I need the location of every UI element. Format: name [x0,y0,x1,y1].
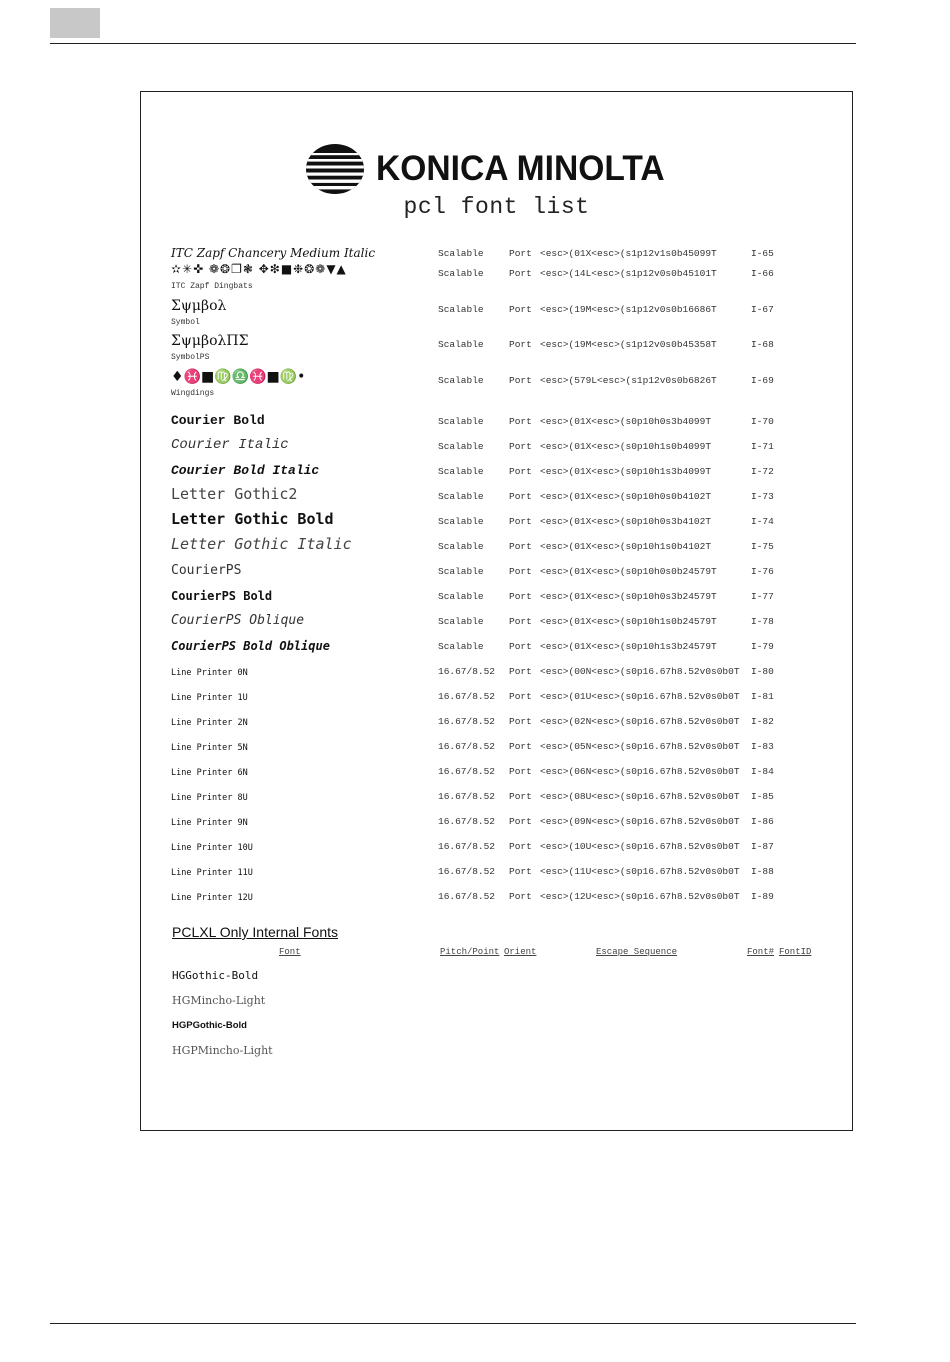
font-pitch: 16.67/8.52 [438,766,496,777]
font-caption: Symbol [171,318,200,327]
font-orient: Port [509,791,532,802]
pclxl-font-item: HGMincho-Light [172,994,266,1007]
pclxl-font-item: HGPMincho-Light [172,1044,273,1057]
font-escape-sequence: <esc>(01X<esc>(s0p10h1s0b4102T [540,541,712,552]
font-id: I-83 [751,741,774,752]
font-orient: Port [509,866,532,877]
font-id: I-75 [751,541,774,552]
font-orient: Port [509,268,532,279]
font-pitch: Scalable [438,591,484,602]
font-escape-sequence: <esc>(08U<esc>(s0p16.67h8.52v0s0b0T [540,791,740,802]
font-sample: Line Printer 5N [171,743,248,753]
pclxl-font-item: HGPGothic-Bold [172,1020,247,1031]
globe-icon [306,144,364,194]
pclxl-heading: PCLXL Only Internal Fonts [172,924,339,940]
font-sample: Line Printer 1U [171,693,248,703]
font-row [141,633,852,657]
font-orient: Port [509,375,532,386]
font-row [141,658,852,682]
font-pitch: 16.67/8.52 [438,841,496,852]
font-caption: SymbolPS [171,353,210,362]
font-escape-sequence: <esc>(11U<esc>(s0p16.67h8.52v0s0b0T [540,866,740,877]
font-pitch: Scalable [438,248,484,259]
font-pitch: Scalable [438,641,484,652]
font-id: I-67 [751,304,774,315]
font-caption: ITC Zapf Dingbats [171,282,253,291]
font-row [141,883,852,907]
font-escape-sequence: <esc>(01X<esc>(s0p10h0s3b4102T [540,516,712,527]
font-pitch: 16.67/8.52 [438,816,496,827]
font-orient: Port [509,666,532,677]
font-escape-sequence: <esc>(02N<esc>(s0p16.67h8.52v0s0b0T [540,716,740,727]
font-row [141,708,852,732]
font-sample: CourierPS Oblique [171,613,305,628]
font-pitch: 16.67/8.52 [438,791,496,802]
page-corner-tab [50,8,100,38]
font-sample: Line Printer 11U [171,868,253,878]
font-row [141,533,852,557]
font-orient: Port [509,691,532,702]
pclxl-font-item: HGGothic-Bold [172,969,259,982]
font-id: I-78 [751,616,774,627]
font-id: I-86 [751,816,774,827]
font-escape-sequence: <esc>(579L<esc>(s1p12v0s0b6826T [540,375,717,386]
font-sample: ITC Zapf Chancery Medium Italic [171,246,376,260]
font-row [141,458,852,482]
font-row [141,558,852,582]
font-orient: Port [509,304,532,315]
font-id: I-66 [751,268,774,279]
font-row [141,758,852,782]
font-id: I-89 [751,891,774,902]
font-id: I-68 [751,339,774,350]
font-sample: Letter Gothic Italic [171,535,352,553]
font-row [141,408,852,432]
font-id: I-77 [751,591,774,602]
font-sample: ΣψμβολΠΣ [171,333,249,349]
font-pitch: Scalable [438,268,484,279]
font-escape-sequence: <esc>(12U<esc>(s0p16.67h8.52v0s0b0T [540,891,740,902]
font-escape-sequence: <esc>(06N<esc>(s0p16.67h8.52v0s0b0T [540,766,740,777]
font-id: I-71 [751,441,774,452]
font-list-sheet [140,91,853,1131]
font-pitch: Scalable [438,375,484,386]
font-orient: Port [509,841,532,852]
font-pitch: Scalable [438,491,484,502]
font-id: I-69 [751,375,774,386]
font-sample: Line Printer 9N [171,818,248,828]
font-id: I-85 [751,791,774,802]
font-orient: Port [509,616,532,627]
font-sample: Letter Gothic Bold [171,510,334,528]
col-font: Font [279,947,301,957]
font-pitch: Scalable [438,416,484,427]
font-escape-sequence: <esc>(01X<esc>(s0p10h1s0b4099T [540,441,712,452]
font-orient: Port [509,766,532,777]
font-sample: CourierPS [171,563,242,578]
font-sample: Courier Bold Italic [171,463,320,478]
font-escape-sequence: <esc>(01X<esc>(s0p10h1s3b24579T [540,641,717,652]
font-pitch: Scalable [438,339,484,350]
font-escape-sequence: <esc>(01X<esc>(s1p12v1s0b45099T [540,248,717,259]
font-escape-sequence: <esc>(01X<esc>(s0p10h1s0b24579T [540,616,717,627]
font-id: I-84 [751,766,774,777]
font-orient: Port [509,248,532,259]
col-font-number: Font# [747,947,775,957]
font-pitch: 16.67/8.52 [438,716,496,727]
font-row [141,833,852,857]
font-escape-sequence: <esc>(01X<esc>(s0p10h1s3b4099T [540,466,712,477]
font-escape-sequence: <esc>(05N<esc>(s0p16.67h8.52v0s0b0T [540,741,740,752]
font-id: I-80 [751,666,774,677]
font-pitch: Scalable [438,516,484,527]
font-escape-sequence: <esc>(01X<esc>(s0p10h0s3b4099T [540,416,712,427]
font-pitch: 16.67/8.52 [438,666,496,677]
col-orient: Orient [504,947,537,957]
font-sample: Line Printer 8U [171,793,248,803]
font-escape-sequence: <esc>(01X<esc>(s0p10h0s0b24579T [540,566,717,577]
font-orient: Port [509,891,532,902]
font-row [141,808,852,832]
font-sample: Letter Gothic2 [171,485,298,503]
font-sample: Line Printer 2N [171,718,248,728]
document-title: pcl font list [403,194,590,220]
font-orient: Port [509,491,532,502]
font-id: I-82 [751,716,774,727]
font-orient: Port [509,716,532,727]
font-escape-sequence: <esc>(01X<esc>(s0p10h0s3b24579T [540,591,717,602]
font-row [141,298,852,327]
font-escape-sequence: <esc>(14L<esc>(s1p12v0s0b45101T [540,268,717,279]
font-orient: Port [509,339,532,350]
font-orient: Port [509,416,532,427]
font-pitch: Scalable [438,441,484,452]
col-font-id: FontID [779,947,812,957]
font-id: I-70 [751,416,774,427]
font-orient: Port [509,741,532,752]
col-escape-sequence: Escape Sequence [596,947,678,957]
font-id: I-72 [751,466,774,477]
font-sample: ♦♓■♍♎♓■♍• [171,369,306,385]
font-row [141,433,852,457]
font-id: I-76 [751,566,774,577]
font-escape-sequence: <esc>(19M<esc>(s1p12v0s0b16686T [540,304,717,315]
font-sample: ✫✳✜ ❁❂❐❃ ✥❇■❉❂❁▼▲ [171,262,347,276]
font-pitch: 16.67/8.52 [438,691,496,702]
font-row [141,262,852,291]
font-pitch: Scalable [438,466,484,477]
font-pitch: Scalable [438,616,484,627]
font-row [141,783,852,807]
font-sample: Line Printer 6N [171,768,248,778]
font-orient: Port [509,816,532,827]
font-sample: Line Printer 0N [171,668,248,678]
font-row [141,858,852,882]
font-id: I-81 [751,691,774,702]
font-escape-sequence: <esc>(01U<esc>(s0p16.67h8.52v0s0b0T [540,691,740,702]
footer-rule [50,1323,856,1324]
font-sample: Σψμβολ [171,298,227,314]
font-sample: Courier Bold [171,413,265,428]
font-id: I-79 [751,641,774,652]
brand-logo [306,144,686,194]
font-row [141,608,852,632]
font-sample: CourierPS Bold Oblique [171,639,330,653]
font-sample: Courier Italic [171,437,289,453]
font-escape-sequence: <esc>(00N<esc>(s0p16.67h8.52v0s0b0T [540,666,740,677]
font-orient: Port [509,441,532,452]
font-pitch: Scalable [438,304,484,315]
font-id: I-87 [751,841,774,852]
font-row [141,240,852,264]
font-orient: Port [509,566,532,577]
font-pitch: 16.67/8.52 [438,891,496,902]
font-id: I-88 [751,866,774,877]
font-pitch: Scalable [438,541,484,552]
font-row [141,483,852,507]
font-sample: Line Printer 12U [171,893,253,903]
brand-wordmark: KONICA MINOLTA [376,149,665,188]
font-id: I-73 [751,491,774,502]
font-caption: Wingdings [171,389,215,398]
font-pitch: Scalable [438,566,484,577]
font-orient: Port [509,541,532,552]
font-sample: CourierPS Bold [171,589,273,603]
header-rule [50,43,856,44]
font-row [141,733,852,757]
font-escape-sequence: <esc>(10U<esc>(s0p16.67h8.52v0s0b0T [540,841,740,852]
font-escape-sequence: <esc>(19M<esc>(s1p12v0s0b45358T [540,339,717,350]
font-orient: Port [509,591,532,602]
font-escape-sequence: <esc>(01X<esc>(s0p10h0s0b4102T [540,491,712,502]
col-pitch-point: Pitch/Point [440,947,500,957]
font-orient: Port [509,641,532,652]
font-pitch: 16.67/8.52 [438,741,496,752]
font-row [141,683,852,707]
font-row [141,333,852,362]
font-row [141,583,852,607]
font-orient: Port [509,466,532,477]
font-id: I-74 [751,516,774,527]
font-id: I-65 [751,248,774,259]
font-row [141,508,852,532]
font-orient: Port [509,516,532,527]
font-sample: Line Printer 10U [171,843,253,853]
font-row [141,369,852,398]
font-escape-sequence: <esc>(09N<esc>(s0p16.67h8.52v0s0b0T [540,816,740,827]
font-pitch: 16.67/8.52 [438,866,496,877]
